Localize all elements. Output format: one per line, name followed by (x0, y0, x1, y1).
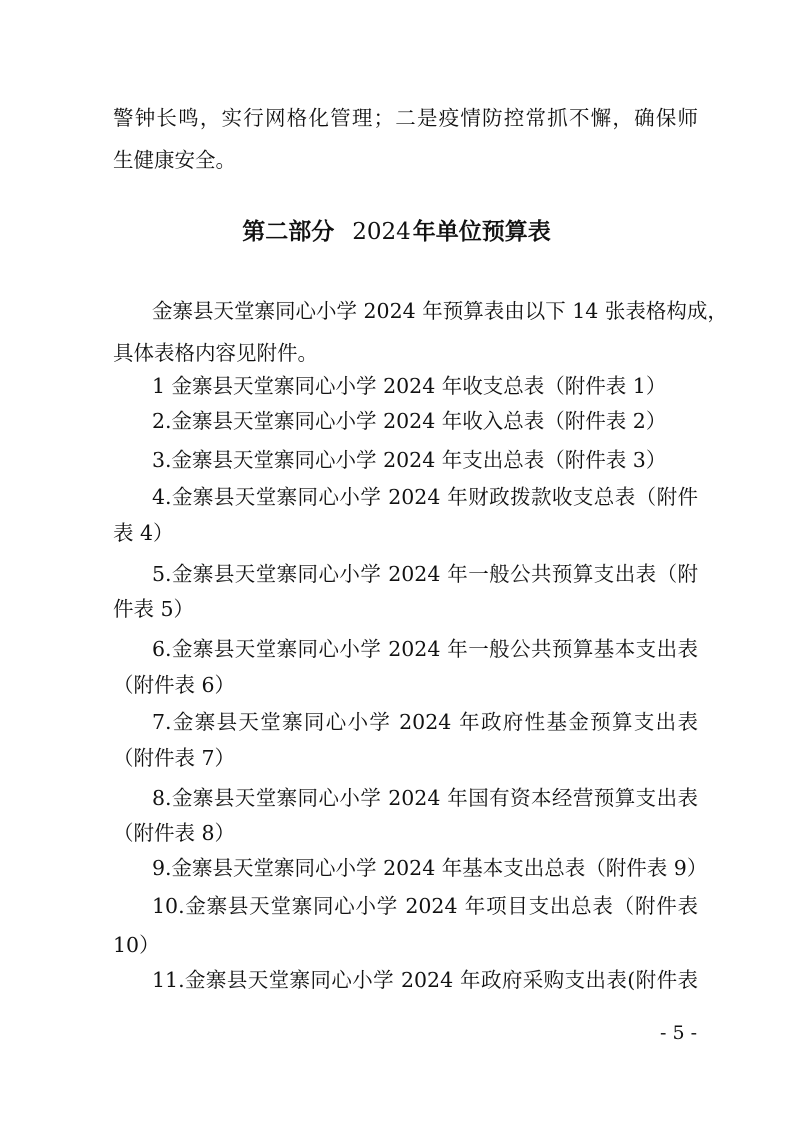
summary-line-2: 具体表格内容见附件。 (113, 341, 318, 365)
table-list-item-4: 4.金寨县天堂寨同心小学 2024 年财政拨款收支总表（附件 (152, 485, 698, 509)
table-list-item-11: 11.金寨县天堂寨同心小学 2024 年政府采购支出表(附件表 (152, 968, 698, 992)
table-list-item-5-cont: 件表 5） (113, 597, 195, 621)
table-list-item-5: 5.金寨县天堂寨同心小学 2024 年一般公共预算支出表（附 (152, 562, 698, 586)
table-list-item-9: 9.金寨县天堂寨同心小学 2024 年基本支出总表（附件表 9） (152, 856, 708, 880)
table-list-item-4-cont: 表 4） (113, 521, 174, 545)
section-heading-part: 第二部分 (242, 219, 335, 245)
table-list-item-6-cont: （附件表 6） (113, 673, 236, 697)
summary-line-1: 金寨县天堂寨同心小学 2024 年预算表由以下 14 张表格构成， (152, 299, 728, 323)
table-list-item-3: 3.金寨县天堂寨同心小学 2024 年支出总表（附件表 3） (152, 448, 667, 472)
table-list-item-8-cont: （附件表 8） (113, 821, 236, 845)
table-list-item-6: 6.金寨县天堂寨同心小学 2024 年一般公共预算基本支出表 (152, 637, 698, 661)
table-list-item-1: 1 金寨县天堂寨同心小学 2024 年收支总表（附件表 1） (152, 374, 667, 398)
table-list-item-2: 2.金寨县天堂寨同心小学 2024 年收入总表（附件表 2） (152, 409, 667, 433)
table-list-item-7: 7.金寨县天堂寨同心小学 2024 年政府性基金预算支出表 (152, 710, 698, 734)
intro-line-1: 警钟长鸣，实行网格化管理；二是疫情防控常抓不懈，确保师 (113, 106, 698, 130)
page-number: - 5 - (659, 1022, 697, 1044)
table-list-item-8: 8.金寨县天堂寨同心小学 2024 年国有资本经营预算支出表 (152, 786, 698, 810)
intro-line-2: 生健康安全。 (113, 148, 236, 172)
section-heading-year: 2024 (352, 219, 411, 245)
section-heading-label: 年单位预算表 (412, 219, 551, 245)
section-heading (0, 216, 793, 248)
table-list-item-7-cont: （附件表 7） (113, 746, 236, 770)
table-list-item-10: 10.金寨县天堂寨同心小学 2024 年项目支出总表（附件表 (152, 894, 698, 918)
table-list-item-10-cont: 10） (113, 933, 160, 957)
